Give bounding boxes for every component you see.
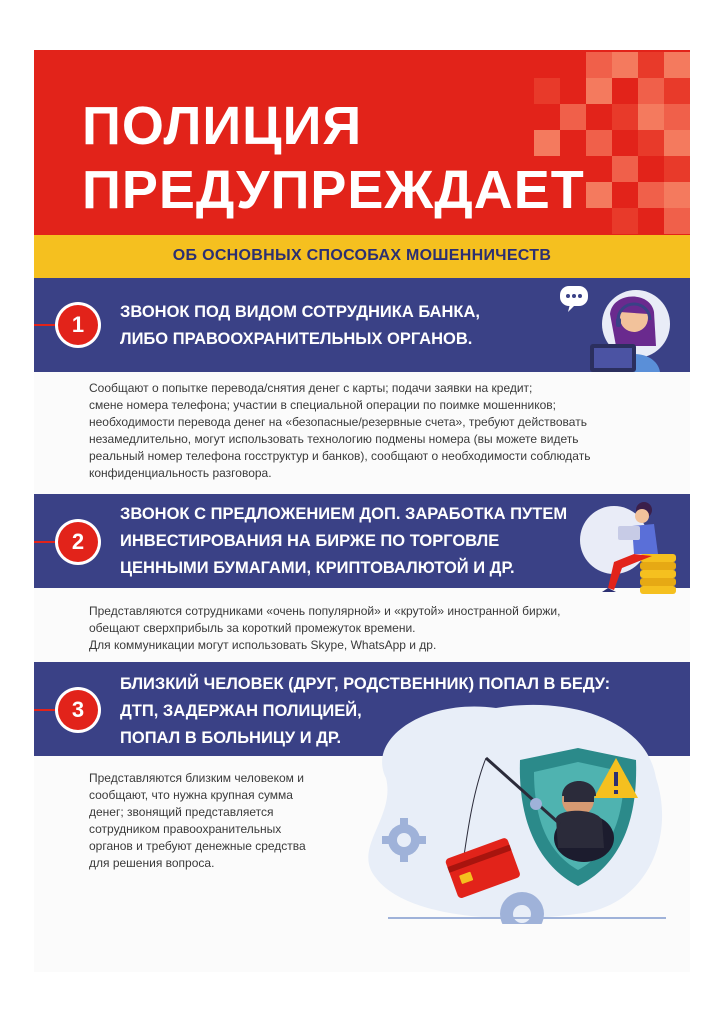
- pixel-square: [664, 182, 690, 208]
- section-1-title-line: ЗВОНОК ПОД ВИДОМ СОТРУДНИКА БАНКА,: [120, 303, 480, 321]
- section-1-title-line: ЛИБО ПРАВООХРАНИТЕЛЬНЫХ ОРГАНОВ.: [120, 330, 473, 348]
- pixel-square: [664, 156, 690, 182]
- section-1-body-line: реальный номер телефона госструктур и банков), сообщают о необходимости соблюдать: [89, 449, 591, 463]
- section-1-body-line: смене номера телефона; участии в специальной операции по поимке мошенников;: [89, 398, 556, 412]
- section-1-band: [34, 278, 690, 372]
- section-1-body-line: необходимости перевода денег на «безопасные/резервные счета», требуют действовать: [89, 415, 587, 429]
- pixel-square: [664, 104, 690, 130]
- section-2-title-line: ЗВОНОК С ПРЕДЛОЖЕНИЕМ ДОП. ЗАРАБОТКА ПУТЕМ: [120, 505, 568, 523]
- header-banner: [34, 50, 690, 235]
- pixel-square: [638, 104, 664, 130]
- section-3-body-line: сотрудником правоохранительных: [89, 822, 282, 836]
- section-2-title-line: ЦЕННЫМИ БУМАГАМИ, КРИПТОВАЛЮТОЙ И ДР.: [120, 559, 515, 577]
- pixel-square: [586, 52, 612, 78]
- section-1-body-line: незамедлительно, могут использовать технологию подмены номера (вы можете видеть: [89, 432, 579, 446]
- section-3-number: 3: [58, 690, 98, 730]
- pixel-square: [612, 156, 638, 182]
- section-2-body-line: обещают сверхприбыль за короткий промежуток времени.: [89, 621, 416, 635]
- pixel-square: [586, 130, 612, 156]
- pixel-square: [664, 78, 690, 104]
- section-1-body: [89, 380, 590, 482]
- section-2-body-line: Представляются сотрудниками «очень популярной» и «крутой» иностранной биржи,: [89, 604, 561, 618]
- pixel-square: [586, 182, 612, 208]
- section-1-body-line: конфиденциальность разговора.: [89, 466, 272, 480]
- section-1-body-line: Сообщают о попытке перевода/снятия денег с карты; подачи заявки на кредит;: [89, 381, 533, 395]
- section-2-body-line: Для коммуникации могут использовать Skype, WhatsApp и др.: [89, 638, 437, 652]
- pixel-square: [638, 78, 664, 104]
- pixel-square: [664, 52, 690, 78]
- call-operator-icon: [550, 284, 670, 372]
- pixel-square: [664, 130, 690, 156]
- phishing-scammer-illustration: [346, 688, 676, 924]
- section-3-title-line: БЛИЗКИЙ ЧЕЛОВЕК (ДРУГ, РОДСТВЕННИК) ПОПАЛ В БЕДУ:: [120, 675, 611, 693]
- section-3-body-line: органов и требуют денежные средства: [89, 839, 306, 853]
- section-2-number: 2: [58, 522, 98, 562]
- section-3-body-line: Представляются близким человеком и: [89, 771, 304, 785]
- pixel-square: [612, 52, 638, 78]
- title-line-2: ПРЕДУПРЕЖДАЕТ: [82, 160, 585, 220]
- subtitle-bar: [34, 235, 690, 278]
- section-2-body: [89, 603, 560, 654]
- section-2-title-line: ИНВЕСТИРОВАНИЯ НА БИРЖЕ ПО ТОРГОВЛЕ: [120, 532, 500, 550]
- crypto-investor-icon: [574, 496, 686, 596]
- pixel-square: [612, 104, 638, 130]
- section-3-body: [89, 770, 306, 872]
- pixel-square: [638, 182, 664, 208]
- pixel-square: [638, 52, 664, 78]
- section-3-body-line: сообщают, что нужна крупная сумма: [89, 788, 293, 802]
- pixel-square: [638, 130, 664, 156]
- section-2-title: [120, 501, 567, 582]
- poster: [34, 50, 690, 972]
- section-3-title-line: ПОПАЛ В БОЛЬНИЦУ И ДР.: [120, 729, 342, 747]
- pixel-square: [664, 208, 690, 234]
- section-1-title: [120, 299, 480, 353]
- title-line-1: ПОЛИЦИЯ: [82, 96, 363, 156]
- subtitle: ОБ ОСНОВНЫХ СПОСОБАХ МОШЕННИЧЕСТВ: [172, 247, 552, 264]
- section-3-title-line: ДТП, ЗАДЕРЖАН ПОЛИЦИЕЙ,: [120, 702, 362, 720]
- page-title: [82, 94, 585, 222]
- section-3-body-line: для решения вопроса.: [89, 856, 215, 870]
- pixel-square: [612, 208, 638, 234]
- pixel-square: [586, 78, 612, 104]
- section-1-number: 1: [58, 305, 98, 345]
- section-3-body-line: денег; звонящий представляется: [89, 805, 274, 819]
